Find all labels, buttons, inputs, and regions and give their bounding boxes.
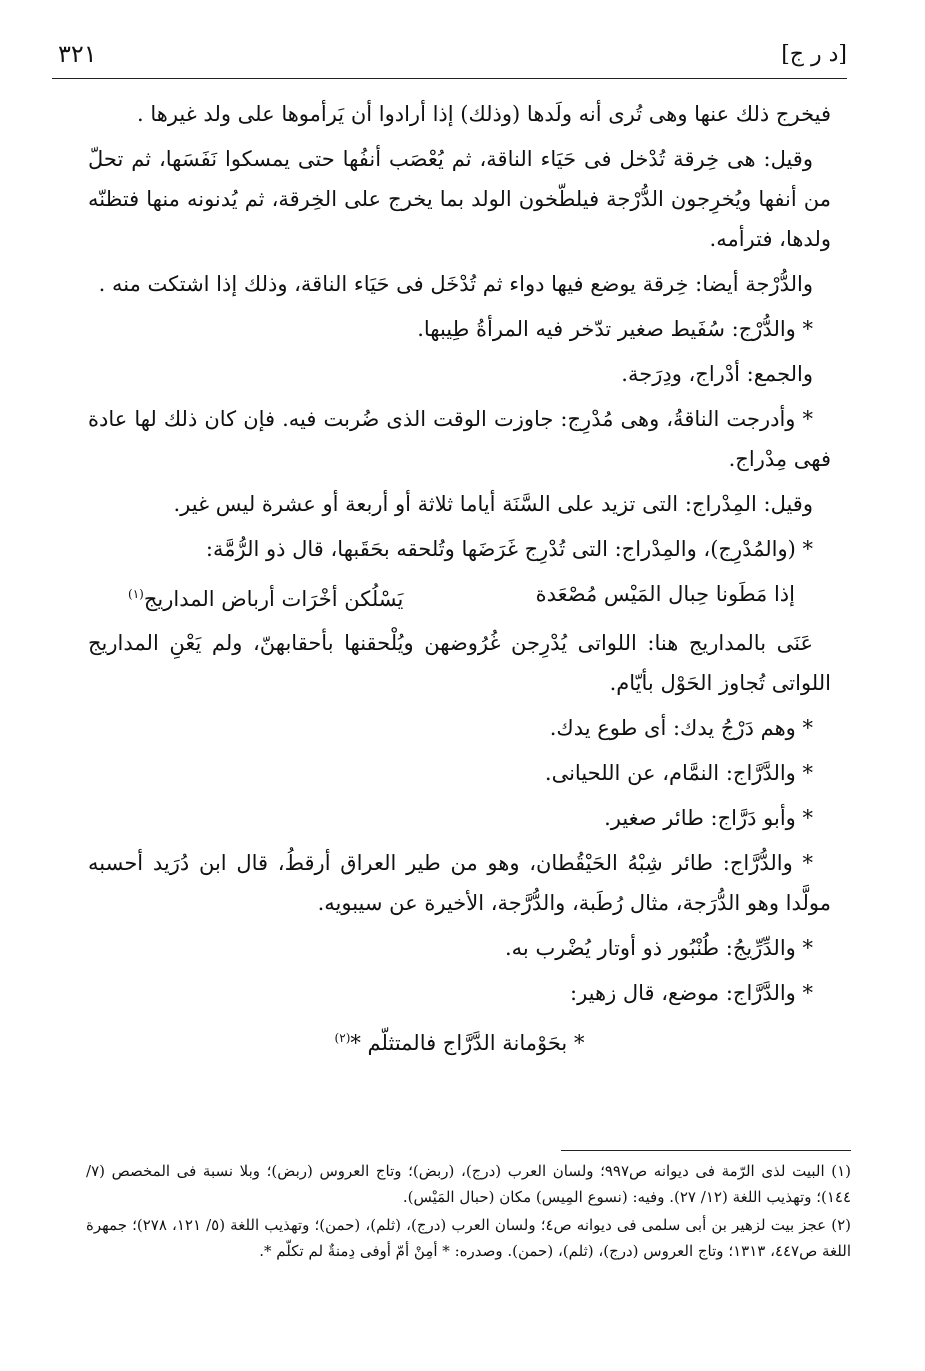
paragraph: فيخرج ذلك عنها وهى تُرى أنه ولَدها (وذلك) إذا أرادوا أن يَرأموها على ولد غيرها . <box>137 102 831 126</box>
page-header <box>52 34 847 79</box>
footnote: (٢) عجز بيت لزهير بن أبى سلمى فى ديوانه ص٤؛ ولسان العرب (درج)، (ثلم)، (حمن)؛ وتهذيب اللغة (٥/ ١٢١، ٢٧٨)؛ جمهرة اللغة ص٤٤٧، ١٣١٣؛ وتاج العروس (درج)، (ثلم)، (حمن). وصدره: * أمِنْ أمّ أوفى دِمنةٌ لم تكلّم *. <box>86 1216 851 1260</box>
verse-second-hemistich: يَسْلُكن أخْرَات أرباض المداريج$^{(١)}$ <box>128 587 404 611</box>
footnote-marker: (١) <box>128 587 144 601</box>
footnote: (١) البيت لذى الرّمة فى ديوانه ص٩٩٧؛ ولسان العرب (درج)، (ربض)؛ وتاج العروس (ربض)؛ وبلا نسبة فى المخصص (٧/ ١٤٤)؛ وتهذيب اللغة (١٢/ ٢٧). وفيه: (نسوع المِيس) مكان (حبال المَيْس). <box>86 1162 851 1206</box>
root-heading: [د ر ج] <box>781 42 847 67</box>
paragraph: والجمع: أدْراج، ودِرَجة. <box>621 362 813 386</box>
paragraph: عَنَى بالمداريج هنا: اللواتى يُدْرِجن غُرُوضهن ويُلْحقنها بأحقابهنّ، ولم يَعْنِ المداريج اللواتى تُجاوز الحَوْل بأيّام. <box>88 631 831 695</box>
main-text <box>88 94 831 1068</box>
verse-first-hemistich: إذا مَطَونا حِبال المَيْس مُصْعَدة <box>535 582 795 606</box>
paragraph: * والدُّرْج: سُفَيط صغير تدّخر فيه المرأةُ طِيبها. <box>417 317 813 341</box>
paragraph: وقيل: المِدْراج: التى تزيد على السَّنَة أياما ثلاثة أو أربعة أو عشرة ليس غير. <box>173 492 813 516</box>
paragraph: * والدُّرَّاج: طائر شِبْهُ الحَيْقُطان، وهو من طير العراق أرقطُ، قال ابن دُرَيد أحسبه مولَّدا وهو الدُّرَجة، مثال رُطَبة، والدُّرَّجة، الأخيرة عن سيبويه. <box>88 851 831 915</box>
footnotes <box>86 1158 851 1266</box>
footnote-separator <box>561 1150 851 1151</box>
paragraph: * وأبو دَرَّاج: طائر صغير. <box>604 806 813 830</box>
paragraph: * والدَّرَّاج: موضع، قال زهير: <box>570 981 813 1005</box>
paragraph: والدُّرْجة أيضا: خِرقة يوضع فيها دواء ثم تُدْخَل فى حَيَاء الناقة، وذلك إذا اشتكت منه . <box>98 272 813 296</box>
paragraph: * وأدرجت الناقةُ، وهى مُدْرِج: جاوزت الوقت الذى ضُربت فيه. فإن كان ذلك لها عادة فهى مِدْراج. <box>88 407 831 471</box>
paragraph: وقيل: هى خِرقة تُدْخل فى حَيَاء الناقة، ثم يُعْصَب أنفُها حتى يمسكوا نَفَسَها، ثم تحلّ من أنفها ويُخرِجون الدُّرْجة فيلطّخون الولد بما يخرج على الخِرقة، ثم يُدنونه منها فتظنّه ولدها، فترأمه. <box>88 147 831 251</box>
poetry-verse <box>128 574 795 619</box>
page-number: ٣٢١ <box>58 40 97 68</box>
paragraph: * وهم دَرْجُ يدك: أى طوع يدك. <box>549 716 813 740</box>
poetry-hemistich: * بحَوْمانة الدَّرَّاج فالمتثلّم *$^{(٢)}$ <box>334 1031 585 1055</box>
footnote-marker: (٢) <box>334 1031 351 1045</box>
paragraph: * والدِّرِّيجُ: طُنْبُور ذو أوتار يُضْرب به. <box>505 936 813 960</box>
paragraph: * والدَّرَّاج: النمَّام، عن اللحيانى. <box>544 761 813 785</box>
paragraph: * (والمُدْرِج)، والمِدْراج: التى تُدْرِج غَرَضَها وتُلحقه بحَقَبها، قال ذو الرُّمَّة: <box>205 537 813 561</box>
